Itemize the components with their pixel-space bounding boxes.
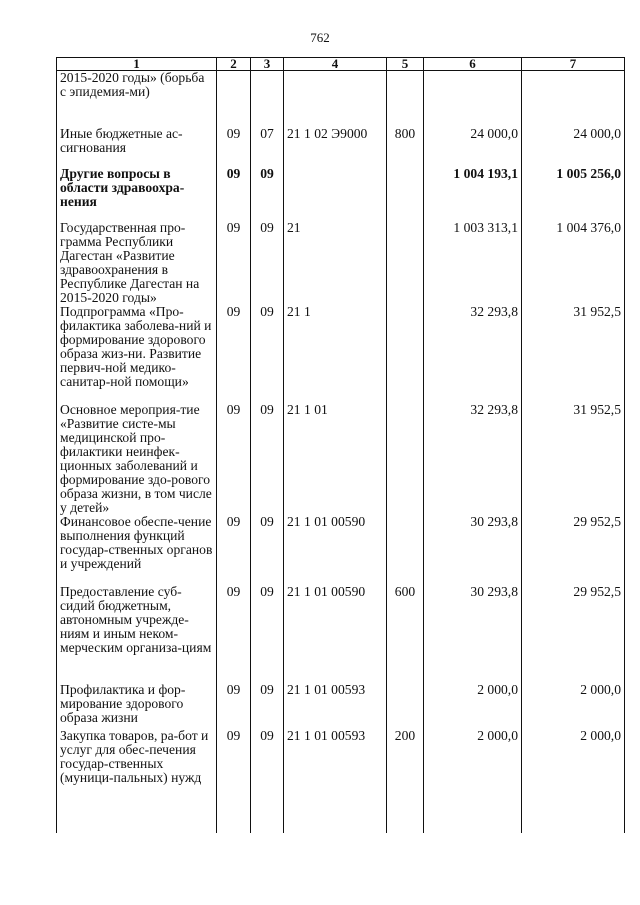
row-amount-col6 [424,71,522,128]
row-amount-col6: 1 003 313,1 [424,221,522,305]
row-target-article [284,167,387,221]
row-subsection-code: 09 [251,305,284,403]
row-expense-type: 800 [387,127,424,167]
row-amount-col6: 30 293,8 [424,585,522,683]
row-amount-col6: 24 000,0 [424,127,522,167]
row-amount-col7: 31 952,5 [522,403,625,515]
table-row [57,683,625,729]
header-cell: 1 [57,58,217,71]
table-row [57,167,625,221]
row-section-code: 09 [217,585,251,683]
row-expense-type: 600 [387,585,424,683]
row-name: Иные бюджетные ас-сигнования [57,127,217,167]
row-amount-col7: 2 000,0 [522,729,625,825]
table-row [57,71,625,128]
row-section-code: 09 [217,683,251,729]
row-amount-col7: 1 004 376,0 [522,221,625,305]
header-cell: 4 [284,58,387,71]
row-subsection-code: 09 [251,167,284,221]
row-section-code: 09 [217,305,251,403]
row-name: Финансовое обеспе-чение выполнения функций государ-ственных органов и учреждений [57,515,217,585]
row-section-code: 09 [217,127,251,167]
row-amount-col6: 1 004 193,1 [424,167,522,221]
row-subsection-code: 07 [251,127,284,167]
budget-table [56,57,625,833]
row-name: Другие вопросы в области здравоохра-нения [57,167,217,221]
page-number: 762 [310,30,330,45]
table-row [57,729,625,825]
row-amount-col7 [522,71,625,128]
row-target-article: 21 1 01 00593 [284,683,387,729]
row-target-article [284,71,387,128]
row-expense-type [387,683,424,729]
row-name: 2015-2020 годы» (борьба с эпидемия-ми) [57,71,217,128]
row-amount-col6: 2 000,0 [424,729,522,825]
table-row [57,305,625,403]
row-amount-col6: 2 000,0 [424,683,522,729]
row-expense-type [387,71,424,128]
row-expense-type [387,515,424,585]
header-cell: 3 [251,58,284,71]
row-amount-col6: 30 293,8 [424,515,522,585]
table-row [57,585,625,683]
row-target-article: 21 1 02 Э9000 [284,127,387,167]
row-amount-col6: 32 293,8 [424,305,522,403]
row-section-code [217,71,251,128]
row-name: Подпрограмма «Про-филактика заболева-ний и формирование здорового образа жиз-ни. Развитие первич-ной медико-санитар-ной помощи» [57,305,217,403]
row-section-code: 09 [217,403,251,515]
row-subsection-code [251,71,284,128]
row-expense-type [387,305,424,403]
table-row [57,127,625,167]
row-amount-col7: 29 952,5 [522,585,625,683]
row-subsection-code: 09 [251,729,284,825]
row-amount-col7: 31 952,5 [522,305,625,403]
row-target-article: 21 [284,221,387,305]
row-amount-col7: 1 005 256,0 [522,167,625,221]
row-expense-type [387,403,424,515]
header-cell: 6 [424,58,522,71]
header-row [57,58,625,71]
row-subsection-code: 09 [251,683,284,729]
row-amount-col6: 32 293,8 [424,403,522,515]
row-target-article: 21 1 01 00590 [284,515,387,585]
row-name: Профилактика и фор-мирование здорового образа жизни [57,683,217,729]
row-name: Закупка товаров, ра-бот и услуг для обес-печения государ-ственных (муници-пальных) нужд [57,729,217,825]
row-section-code: 09 [217,167,251,221]
row-amount-col7: 29 952,5 [522,515,625,585]
table-body [57,71,625,834]
row-target-article: 21 1 01 00593 [284,729,387,825]
table-row [57,515,625,585]
header-cell: 5 [387,58,424,71]
row-section-code: 09 [217,221,251,305]
row-section-code: 09 [217,729,251,825]
row-expense-type [387,167,424,221]
row-expense-type [387,221,424,305]
table-row [57,403,625,515]
row-subsection-code: 09 [251,585,284,683]
row-name: Основное мероприя-тие «Развитие систе-мы медицинской про-филактики неинфек-ционных заболеваний и формирование здо-рового образа жизни, в том числе у детей» [57,403,217,515]
row-amount-col7: 2 000,0 [522,683,625,729]
row-target-article: 21 1 01 00590 [284,585,387,683]
row-name: Предоставление суб-сидий бюджетным, автономным учрежде-ниям и иным неком-мерческим организа-циям [57,585,217,683]
header-cell: 7 [522,58,625,71]
row-amount-col7: 24 000,0 [522,127,625,167]
row-name: Государственная про-грамма Республики Дагестан «Развитие здравоохранения в Республике Дагестан на 2015-2020 годы» [57,221,217,305]
row-expense-type: 200 [387,729,424,825]
row-subsection-code: 09 [251,221,284,305]
header-cell: 2 [217,58,251,71]
row-subsection-code: 09 [251,515,284,585]
row-target-article: 21 1 [284,305,387,403]
row-section-code: 09 [217,515,251,585]
spacer-row [57,825,625,833]
row-target-article: 21 1 01 [284,403,387,515]
table-row [57,221,625,305]
row-subsection-code: 09 [251,403,284,515]
